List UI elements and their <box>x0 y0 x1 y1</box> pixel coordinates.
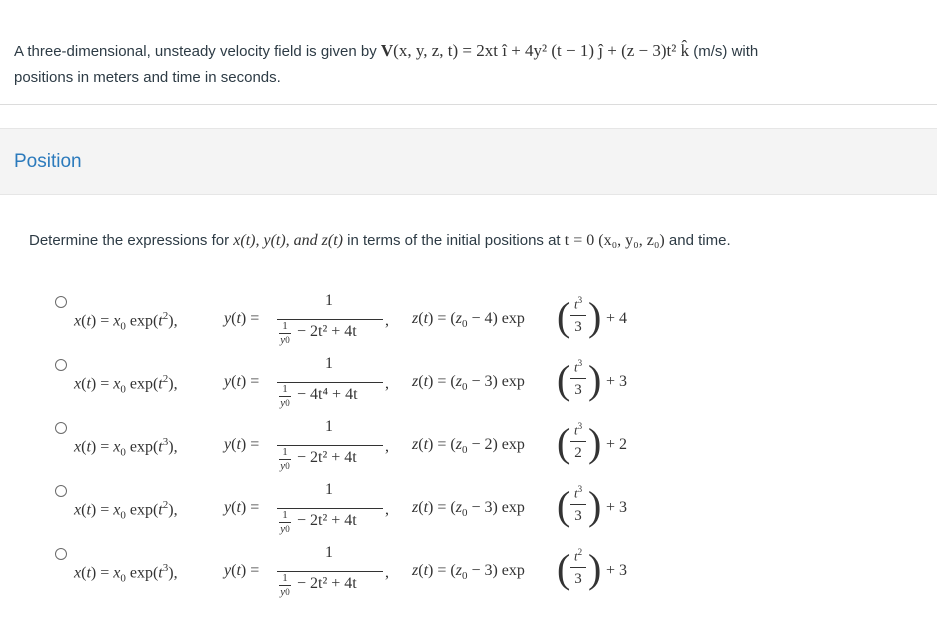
x-power: 2 <box>162 373 169 385</box>
question-vars: x(t), y(t), and z(t) <box>233 232 343 249</box>
x-expression: $x(t) = x_0$ $\exp(t^3)$, <box>74 562 178 585</box>
problem-lead: A three-dimensional, unsteady velocity field is given by <box>14 43 381 60</box>
z-shift: 2 <box>484 436 493 453</box>
velocity-rhs: = 2xt î + 4y² (t − 1) ĵ + (z − 3)t² k̂ <box>458 41 690 60</box>
y-numerator: 1 <box>325 481 333 498</box>
x-power: 2 <box>162 310 169 322</box>
z-shift: 3 <box>484 499 493 516</box>
y-label: y(t) = <box>224 373 260 390</box>
x-expression: $x(t) = x_0$ $\exp(t^2)$, <box>74 310 178 333</box>
y-fraction: 1 1 y0 − 4t⁴ + 4t <box>277 355 387 417</box>
answer-option[interactable]: $x(t) = x_0$ $\exp(t^3)$, y(t) = 1 1 y0 − 2t² + 4t , $z(t) = (z_0 - 3)$ exp ( $t^2$ 3 ) + 3 <box>0 544 937 606</box>
y-label: y(t) = <box>224 310 260 327</box>
y-numerator: 1 <box>325 355 333 372</box>
y-numerator: 1 <box>325 544 333 561</box>
y-label: y(t) = <box>224 562 260 579</box>
z-expression: $z(t) = (z_0 - 4)$ exp <box>412 310 525 331</box>
z-fraction: $t^3$ 2 <box>570 418 586 462</box>
y-den-term: − 2t² + 4t <box>297 512 357 529</box>
y-numerator: 1 <box>325 418 333 435</box>
velocity-args: (x, y, z, t) <box>393 41 459 60</box>
radio-button[interactable] <box>55 485 67 497</box>
answer-option[interactable]: $x(t) = x_0$ $\exp(t^3)$, y(t) = 1 1 y0 − 2t² + 4t , $z(t) = (z_0 - 2)$ exp ( $t^3$ 2 ) + 2 <box>0 418 937 480</box>
x-power: 3 <box>162 562 169 574</box>
x-expression: $x(t) = x_0$ $\exp(t^2)$, <box>74 499 178 522</box>
radio-button[interactable] <box>55 296 67 308</box>
y-fraction: 1 1 y0 − 2t² + 4t <box>277 544 387 606</box>
y-label: y(t) = <box>224 436 260 453</box>
y-fraction: 1 1 y0 − 2t² + 4t <box>277 481 387 543</box>
y-label: y(t) = <box>224 499 260 516</box>
z-constant: + 4 <box>606 310 628 327</box>
radio-button[interactable] <box>55 359 67 371</box>
z-constant: + 3 <box>606 499 628 516</box>
question-lead: Determine the expressions for <box>29 232 234 249</box>
question-text <box>29 232 731 250</box>
y-den-term: − 2t² + 4t <box>297 449 357 466</box>
x-power: 2 <box>162 499 169 511</box>
radio-button[interactable] <box>55 422 67 434</box>
x-expression: $x(t) = x_0$ $\exp(t^3)$, <box>74 436 178 459</box>
z-shift: 4 <box>484 310 493 327</box>
y-den-term: − 2t² + 4t <box>297 323 357 340</box>
question-cond: t = 0 (x₀, y₀, z₀) <box>564 232 665 249</box>
z-shift: 3 <box>484 373 493 390</box>
section-title: Position <box>14 151 82 172</box>
z-constant: + 3 <box>606 373 628 390</box>
z-expression: $z(t) = (z_0 - 3)$ exp <box>412 499 525 520</box>
y-den-term: − 4t⁴ + 4t <box>297 386 358 403</box>
answer-option[interactable]: $x(t) = x_0$ $\exp(t^2)$, y(t) = 1 1 y0 − 2t² + 4t , $z(t) = (z_0 - 4)$ exp ( $t^3$ 3 ) + 4 <box>0 292 937 354</box>
section-header <box>0 128 937 195</box>
z-fraction: $t^2$ 3 <box>570 544 586 588</box>
problem-statement <box>14 38 914 91</box>
radio-button[interactable] <box>55 548 67 560</box>
velocity-symbol: V <box>380 41 394 60</box>
velocity-units: (m/s) with <box>689 43 759 60</box>
z-fraction: $t^3$ 3 <box>570 292 586 336</box>
y-den-term: − 2t² + 4t <box>297 575 357 592</box>
y-fraction: 1 1 y0 − 2t² + 4t <box>277 292 387 354</box>
z-constant: + 2 <box>606 436 628 453</box>
z-expression: $z(t) = (z_0 - 3)$ exp <box>412 562 525 583</box>
x-power: 3 <box>162 436 169 448</box>
z-expression: $z(t) = (z_0 - 2)$ exp <box>412 436 525 457</box>
z-constant: + 3 <box>606 562 628 579</box>
x-expression: $x(t) = x_0$ $\exp(t^2)$, <box>74 373 178 396</box>
question-mid: in terms of the initial positions at <box>343 232 565 249</box>
problem-line2: positions in meters and time in seconds. <box>14 69 281 86</box>
answer-option[interactable]: $x(t) = x_0$ $\exp(t^2)$, y(t) = 1 1 y0 − 2t² + 4t , $z(t) = (z_0 - 3)$ exp ( $t^3$ 3 ) + 3 <box>0 481 937 543</box>
z-fraction: $t^3$ 3 <box>570 355 586 399</box>
z-expression: $z(t) = (z_0 - 3)$ exp <box>412 373 525 394</box>
y-fraction: 1 1 y0 − 2t² + 4t <box>277 418 387 480</box>
answer-option[interactable]: $x(t) = x_0$ $\exp(t^2)$, y(t) = 1 1 y0 − 4t⁴ + 4t , $z(t) = (z_0 - 3)$ exp ( $t^3$ 3 ) + 3 <box>0 355 937 417</box>
z-shift: 3 <box>484 562 493 579</box>
divider <box>0 104 937 105</box>
z-fraction: $t^3$ 3 <box>570 481 586 525</box>
question-tail: and time. <box>664 232 731 249</box>
y-numerator: 1 <box>325 292 333 309</box>
